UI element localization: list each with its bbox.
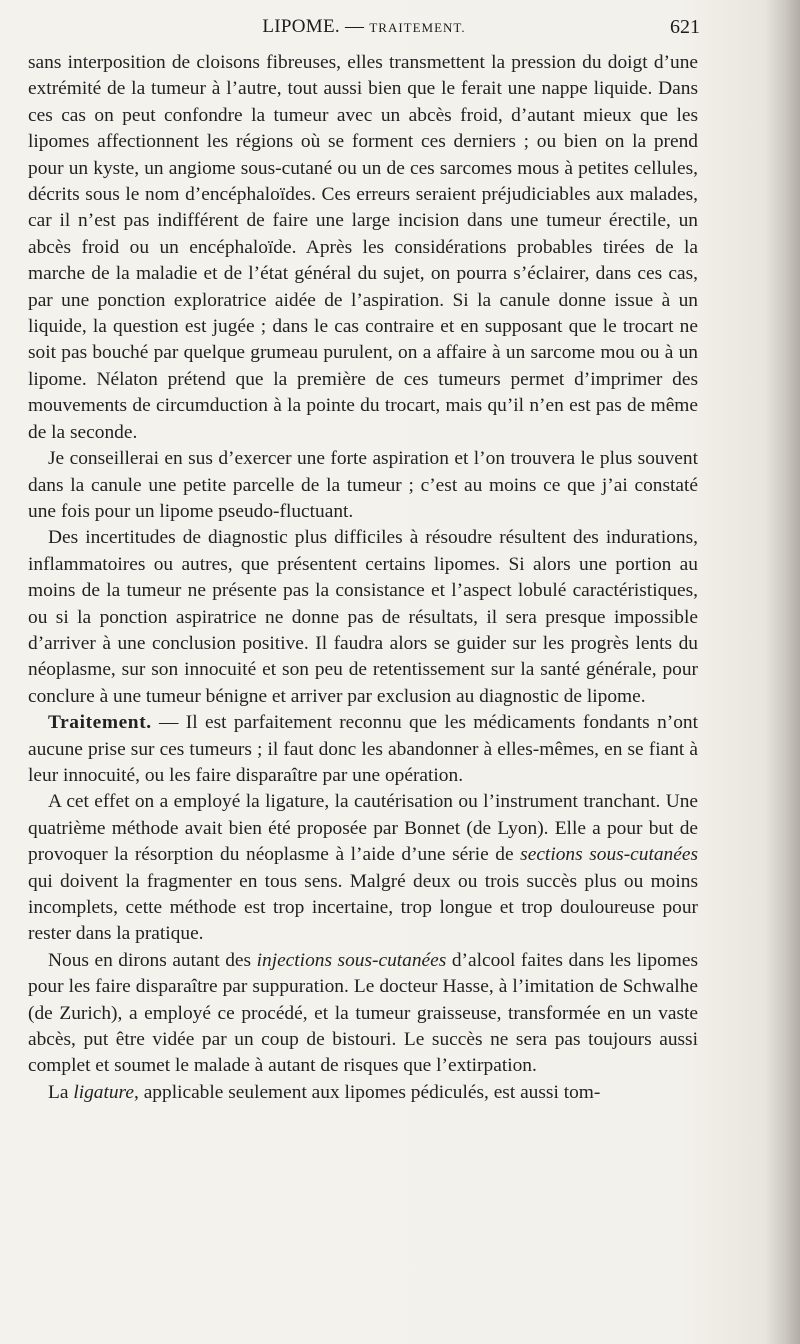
page-gutter-shadow bbox=[766, 0, 800, 1344]
header-title bbox=[28, 16, 700, 38]
italic-term-ligature: ligature bbox=[73, 1081, 134, 1103]
section-heading-traitement: Traitement. bbox=[48, 712, 152, 734]
header-title-sub: TRAITEMENT. bbox=[369, 20, 466, 35]
paragraph-injections bbox=[28, 948, 698, 1080]
header-title-separator: — bbox=[339, 16, 370, 37]
text-run: La bbox=[48, 1081, 74, 1103]
header-title-main: LIPOME. bbox=[262, 16, 340, 37]
paragraph-aspiration: Je conseillerai en sus d’exercer une forte aspiration et l’on trouvera le plus souvent dans la canule une petite parcelle de la tumeur ; c’est au moins ce que j’ai constaté une fois pour un lipome pseudo-fluctuant. bbox=[28, 448, 698, 522]
paragraph-ligature bbox=[28, 1080, 698, 1106]
paragraph-incertitudes: Des incertitudes de diagnostic plus difficiles à résoudre résultent des indurations, inflammatoires ou autres, que présentent certains lipomes. Si alors une portion au moins de la tumeur ne présente pas la consistance et l’aspect lobulé caractéristiques, ou si la ponction aspiratrice ne donne pas de résultats, il sera presque impossible d’arriver à une conclusion positive. Il faudra alors se guider sur les progrès lents du néoplasme, sur son innocuité et son peu de retentissement sur la santé générale, pour conclure à une tumeur bénigne et arriver par exclusion au diagnostic de lipome. bbox=[28, 527, 698, 707]
italic-term-injections: injections sous-cutanées bbox=[256, 949, 447, 971]
italic-term-sections: sections sous-cutanées bbox=[520, 844, 698, 866]
text-run: , applicable seulement aux lipomes pédiculés, est aussi tom- bbox=[134, 1081, 601, 1103]
running-header bbox=[28, 16, 700, 46]
paragraph-methods bbox=[28, 789, 698, 947]
page-number: 621 bbox=[670, 16, 700, 38]
paragraph-traitement bbox=[28, 710, 698, 789]
text-run: Nous en dirons autant des bbox=[48, 949, 257, 971]
text-run: A cet effet on a employé la ligature, la cautérisation ou l’instrument tranchant. Une quatrième méthode avait bien été proposée par Bonnet (de Lyon). Elle a pour but de provoquer la résorption du néoplasme à l’aide d’une série de bbox=[28, 791, 698, 866]
paragraph-diagnosis: sans interposition de cloisons fibreuses, elles transmettent la pression du doigt d’une extrémité de la tumeur à l’autre, tout aussi bien que le ferait une nappe liquide. Dans ces cas on peut confondre la tumeur avec un abcès froid, d’autant mieux que les lipomes affectionnent les régions où se forment ces derniers ; ou bien on la prend pour un kyste, un angiome sous-cutané ou un de ces sarcomes mous à petites cellules, décrits sous le nom d’encéphaloïdes. Ces erreurs seraient préjudiciables aux malades, car il n’est pas indifférent de faire une large incision dans une tumeur érectile, un abcès froid ou un encéphaloïde. Après les considérations probables tirées de la marche de la maladie et de l’état général du sujet, on pourra s’éclairer, dans ces cas, par une ponction exploratrice aidée de l’aspiration. Si la canule donne issue à un liquide, la question est jugée ; dans le cas contraire et en supposant que le trocart ne soit pas bouché par quelque grumeau purulent, on a affaire à un sarcome mou ou à un lipome. Nélaton prétend que la première de ces tumeurs permet d’imprimer des mouvements de circumduction à la pointe du trocart, mais qu’il n’en est pas de même de la seconde. bbox=[28, 52, 698, 443]
paragraph-traitement-text: — Il est parfaitement reconnu que les médicaments fondants n’ont aucune prise sur ces tumeurs ; il faut donc les abandonner à elles-mêmes, en se fiant à leur innocuité, ou les faire disparaître par une opération. bbox=[28, 712, 698, 786]
text-run: d’alcool faites dans les lipomes pour les faire disparaître par suppuration. Le docteur Hasse, à l’imitation de Schwalhe (de Zurich), a employé ce procédé, et la tumeur graisseuse, transformée en un vaste abcès, put être vidée par un coup de bistouri. Le succès ne sera pas toujours aussi complet et soumet le malade à autant de risques que l’extirpation. bbox=[28, 949, 698, 1077]
page-body bbox=[28, 50, 698, 1106]
text-run: qui doivent la fragmenter en tous sens. Malgré deux ou trois succès plus ou moins incomplets, cette méthode est trop incertaine, trop longue et trop douloureuse pour rester dans la pratique. bbox=[28, 870, 698, 945]
